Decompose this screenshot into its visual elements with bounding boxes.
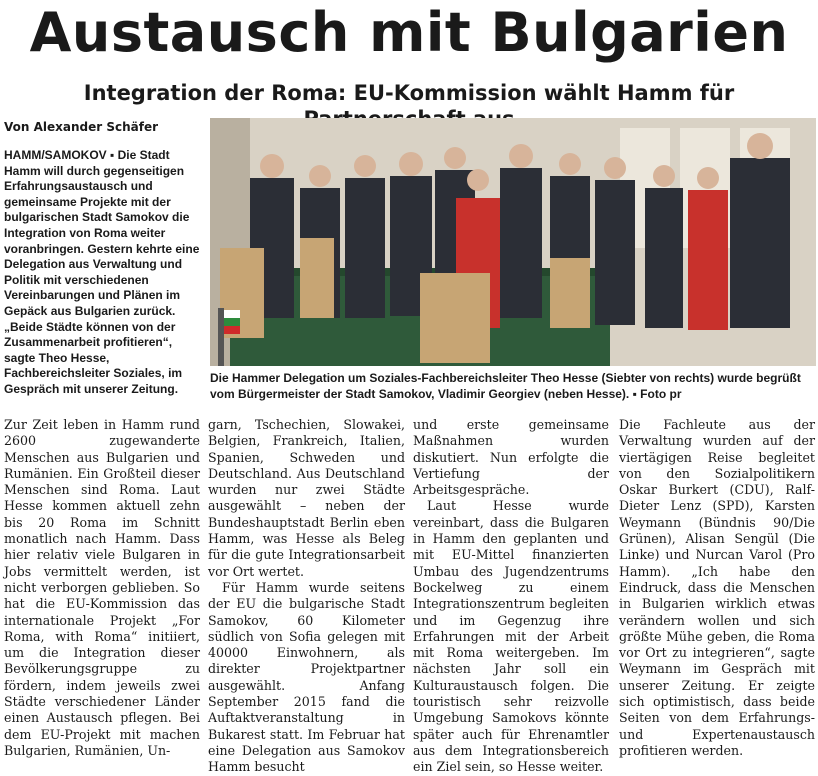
article-column-2 [208, 417, 405, 776]
headline: Austausch mit Bulgarien [29, 1, 789, 64]
article-photo [210, 118, 816, 366]
article-column-1 [4, 417, 200, 759]
column-paragraph: und erste gemeinsame Maßnahmen wurden diskutiert. Nun erfolgte die Vertiefung der Arbeitsgespräche. [413, 417, 609, 498]
intro-paragraph [4, 148, 204, 398]
column-paragraph: Zur Zeit leben in Hamm rund 2600 zugewanderte Menschen aus Bulgarien und Rumänien. Ein Großteil dieser Menschen sind Roma. Laut Hesse kommen aktuell zehn bis 20 Roma im Schnitt monatlich nach Hamm. Dass hier relativ viele Bulgaren in Jobs vermittelt werden, ist nicht verborgen geblieben. So hat die EU-Kommission das internationale Projekt „For Roma, with Roma“ initiiert, um die Integration dieser Bevölkerungsgruppe zu fördern, indem jeweils zwei Städte verschiedener Länder einen Austausch pflegen. Bei dem EU-Projekt mit machen Bulgarien, Rumänien, Un- [4, 417, 200, 758]
column-paragraph: Die Fachleute aus der Verwaltung wurden auf der viertägigen Reise begleitet von den Sozialpolitikern Oskar Burkert (CDU), Ralf-Dieter Lenz (SPD), Karsten Weymann (Bündnis 90/Die Grünen), Alisan Sengül (Die Linke) und Nurcan Varol (Pro Hamm). „Ich habe den Eindruck, dass die Menschen in Bulgarien wirklich etwas verändern wollen und sich größte Mühe geben, die Roma vor Ort zu integrieren“, sagte Weymann im Gespräch mit unserer Zeitung. Er zeigte sich optimistisch, dass beide Seiten von dem Erfahrungs- und Expertenaustausch profitieren werden. [619, 417, 815, 758]
column-paragraph: Für Hamm wurde seitens der EU die bulgarische Stadt Samokov, 60 Kilometer südlich von Sofia gelegen mit 40000 Einwohnern, als direkter Projektpartner ausgewählt. Anfang September 2015 fand die Auftaktveranstaltung in Bukarest statt. Im Februar hat eine Delegation aus Samokov Hamm besucht [208, 579, 405, 775]
article-column-4 [619, 417, 815, 759]
byline: Von Alexander Schäfer [4, 120, 159, 134]
column-paragraph: Laut Hesse wurde vereinbart, dass die Bulgaren in Hamm den geplanten und mit EU-Mittel finanzierten Umbau des Jugendzentrums Bockelweg zu einem Integrationszentrum begleiten und im Gegenzug ihre Erfahrungen mit der Arbeit mit Roma weitergeben. Im nächsten Jahr soll ein Kulturaustausch folgen. Die touristisch sehr reizvolle Umgebung Samokovs könnte später auch für Ehrenamtler aus dem Integrationsbereich ein Ziel sein, so Hesse weiter. [413, 498, 609, 775]
subheadline: Integration der Roma: EU-Kommission wählt Hamm für [83, 81, 735, 105]
article-column-3 [413, 417, 609, 776]
intro-text: Die Stadt Hamm will durch gegenseitigen Erfahrungsaustausch und gemeinsame Projekte mit der bulgarischen Stadt Samokov die Integration von Roma weiter voranbringen. Gestern kehrte eine Delegation aus Verwaltung und Politik mit verschiedenen Vereinbarungen und Plänen im Gepäck aus Bulgarien zurück. „Beide Städte können von der Zusammenarbeit profitieren“, sagte Theo Hesse, Fachbereichsleiter Soziales, im Gespräch mit unserer Zeitung. [4, 148, 200, 396]
photo-caption: Die Hammer Delegation um Soziales-Fachbereichsleiter Theo Hesse (Siebter von rechts) wurde begrüßt vom Bürgermeister der Stadt Samokov, Vladimir Georgiev (neben Hesse). ▪ Foto pr [210, 371, 801, 401]
dateline: HAMM/SAMOKOV ▪ [4, 148, 115, 162]
column-paragraph: garn, Tschechien, Slowakei, Belgien, Frankreich, Italien, Spanien, Schweden und Deutschland. Aus Deutschland wurden nur zwei Städte ausgewählt – neben der Bundeshauptstadt Berlin eben Hamm, was Hesse als Beleg für die gute Integrationsarbeit vor Ort wertet. [208, 417, 405, 579]
delegation-photo-illustration [210, 118, 816, 366]
